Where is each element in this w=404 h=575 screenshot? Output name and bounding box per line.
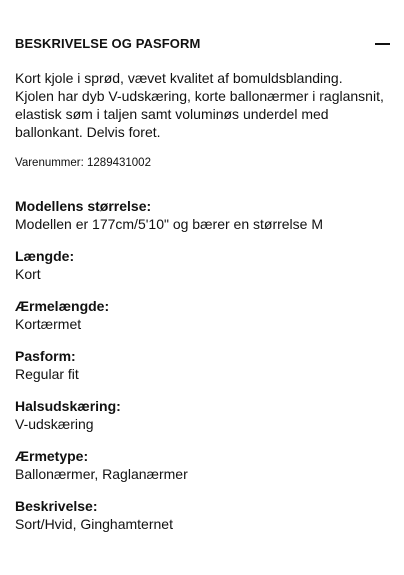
attribute-label: Modellens størrelse: [15, 198, 152, 214]
attribute-value: Modellen er 177cm/5'10" og bærer en størrelse M [15, 216, 323, 232]
collapse-button[interactable] [372, 35, 390, 53]
attribute-description [15, 497, 389, 533]
attribute-label: Ærmelængde: [15, 298, 110, 314]
attribute-length [15, 247, 389, 283]
attribute-value: Kortærmet [15, 316, 82, 332]
attribute-label: Halsudskæring: [15, 398, 121, 414]
article-number: Varenummer: 1289431002 [15, 157, 151, 169]
attribute-value: V-udskæring [15, 416, 94, 432]
section-header[interactable] [15, 33, 389, 55]
attribute-neckline [15, 397, 389, 433]
description-fit-panel [15, 0, 389, 547]
section-title: BESKRIVELSE OG PASFORM [15, 36, 201, 51]
attribute-model-size [15, 197, 389, 233]
attribute-sleeve-length [15, 297, 389, 333]
attribute-label: Længde: [15, 248, 75, 264]
attribute-value: Kort [15, 266, 41, 282]
attribute-value: Ballonærmer, Raglanærmer [15, 466, 188, 482]
attribute-fit [15, 347, 389, 383]
attribute-value: Sort/Hvid, Ginghamternet [15, 516, 173, 532]
product-description: Kort kjole i sprød, vævet kvalitet af bomuldsblanding. Kjolen har dyb V-udskæring, korte ballonærmer i raglansnit, elastisk søm i taljen samt voluminøs underdel med ballonkant. Delvis foret. [15, 70, 384, 140]
attribute-list [15, 197, 389, 533]
attribute-label: Beskrivelse: [15, 498, 98, 514]
attribute-sleeve-type [15, 447, 389, 483]
attribute-value: Regular fit [15, 366, 79, 382]
attribute-label: Pasform: [15, 348, 76, 364]
attribute-label: Ærmetype: [15, 448, 89, 464]
minus-icon [375, 43, 390, 45]
